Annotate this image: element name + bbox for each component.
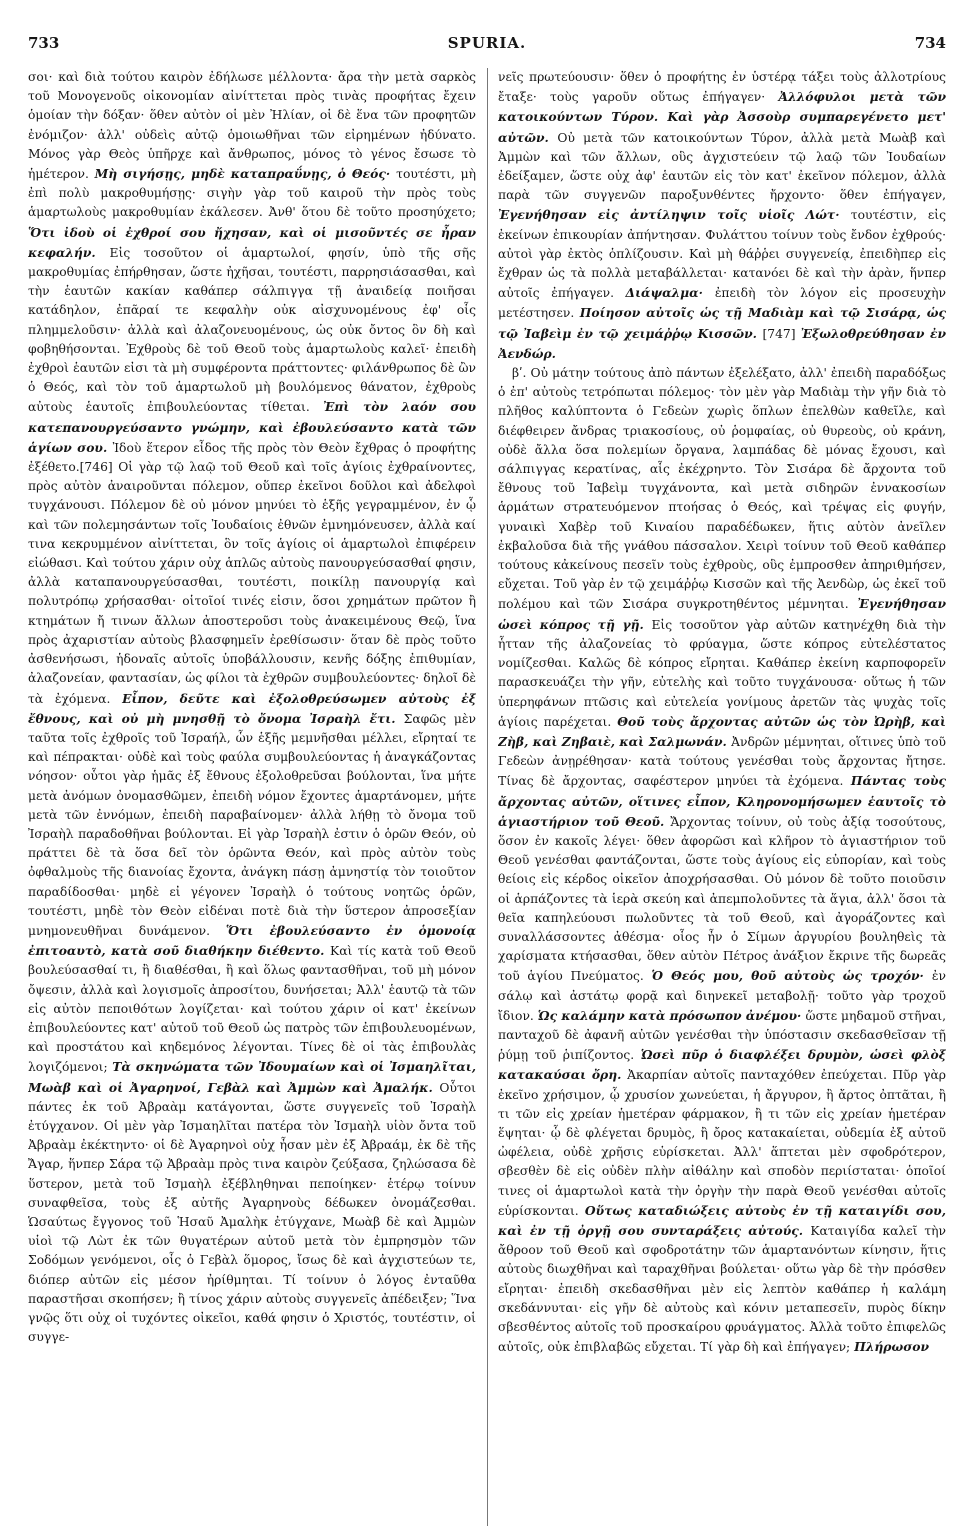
commentary-text: Καταιγίδα καλεῖ τὴν ἄθροον τοῦ Θεοῦ καὶ σφοδροτάτην τῶν ἁμαρτανόντων κίνησιν, ἥτις αὐτοὺς διωχθῆναι καὶ ταραχθῆναι βούλεται· οὕτω γὰρ δὲ τὴν πρόσθεν εἴρηται· ἐπειδὴ σκεδασθῆναι μὲν εἰς λεπτὸν καθάπερ ἡ καλάμη σκεδάννυται· εἰς γῆν δὲ αὐτοὺς καὶ κόνιν μεταπεσεῖν, πυρὸς δίκην σβεσθέντος αὐτοῖς τοῦ προσκαίρου φρυάγματος. Ἀλλὰ τοῦτο ἐπιφελῶς αὐτοῖς, οὐκ ἐπιβλαβῶς εὔχεται. Τί γὰρ δὴ καὶ ἐπήγαγεν; (498, 1223, 946, 1355)
commentary-text: τουτέστι, μὴ ἐπὶ πολὺ μακροθυμήσῃς· σιγὴν γὰρ τοῦ καιροῦ τὴν πρὸς τοὺς ἁμαρτωλοὺς μακροθυμίαν ἐκάλεσεν. Ἀνθ' ὅτου δὲ τοῦτο προσηύχετο; (28, 167, 476, 220)
commentary-text: ἐπειδὴ τὸν λόγον εἰς προσευχὴν μετέστησεν. (498, 286, 946, 321)
commentary-text: ὥστε μηδαμοῦ στῆναι, πανταχοῦ δὲ ἀφανῆ αὐτῶν γενέσθαι τὴν ὑπόστασιν σκεδασθεῖσαν τῇ ῥύμῃ τοῦ ῥιπίζοντος. (498, 1008, 946, 1063)
scripture-quote: Ὁ Θεός μου, θοῦ αὐτοὺς ὡς τροχόν· (651, 968, 932, 984)
commentary-text: Ἀκαρπίαν αὐτοῖς πανταχόθεν ἐπεύχεται. Πῦρ γὰρ ἐκεῖνο χρήσιμον, ᾧ χρυσίον χωνεύεται, ἡ ἄργυρον, ἢ ἄρτος ὀπτᾶται, ἢ τι τῶν εἰς χρείαν ἡμετέραν φάρμακον, ἢ τι τῶν εἰς χρείαν ἡμετέραν ἕψηται· ᾧ δὲ φλέγεται δρυμὸς, ἢ ὄρος κατακαίεται, οὐδεμία ἐξ αὐτοῦ ὠφέλεια, οὐδὲ χρῆσις εὑρίσκεται. Ἀλλ' ἅπτεται μὲν σφοδρότερον, σβεσθὲν δὲ εἰς οὐδὲν πλὴν αἰθάλην καὶ σποδὸν περιίσταται· ὁποῖοί τινες οἱ ἁμαρτωλοὶ κατὰ τὴν ὀργὴν τὴν παρὰ Θεοῦ γενέσθαι αὐτοῖς εὑρίσκονται. (498, 1068, 946, 1218)
commentary-text: Εἰς τοσοῦτον γὰρ αὐτῶν κατηνέχθη διὰ τὴν ἧτταν τῆς ἀλαζονείας τὸ φρύαγμα, ὥστε κόπρος εὐτελέστατος νομίζεσθαι. Καλῶς δὲ κόπρος εἴρηται. Καθάπερ ἐκείνη καρποφορεῖν παρασκευάζει τὴν γῆν, εὐτελὴς καὶ τοῦτο τυγχάνουσα· οὕτως ἡ τῶν ὑπερηφάνων πτῶσις καὶ εὐτελεία γονίμους ἀρετῶν τὰς ψυχὰς τοῖς ἁγίοις παρέχεται. (498, 617, 946, 729)
left-column-paragraph (28, 68, 476, 1347)
scripture-quote: Θοῦ τοὺς ἄρχοντας αὐτῶν ὡς τὸν Ὠρὴβ, καὶ Ζὴβ, καὶ Ζηβαιὲ, καὶ Σαλμωνάν. (498, 713, 946, 749)
right-column-paragraph (498, 68, 946, 1357)
commentary-text: ἐν σάλῳ καὶ ἀστάτῳ φορᾷ καὶ διηνεκεῖ μεταβολῇ· τοῦτο γὰρ τροχοῦ ἴδιον. (498, 969, 946, 1023)
commentary-text: νεῖς πρωτεύουσιν· ὅθεν ὁ προφήτης ἐν ὑστέρᾳ τάξει τοὺς ἀλλοτρίους ἔταξε· τοὺς γαροῦν οὕτως ἐπήγαγεν· (498, 70, 946, 105)
left-column-number: 733 (28, 34, 60, 52)
scripture-quote: Ὅτι ἰδοὺ οἱ ἐχθροί σου ἤχησαν, καὶ οἱ μισοῦντές σε ἦραν κεφαλήν. (28, 224, 476, 260)
running-header (28, 34, 946, 58)
scripture-quote: Ὡσεὶ πῦρ ὁ διαφλέξει δρυμὸν, ὡσεὶ φλὸξ κατακαύσαι ὄρη. (498, 1047, 946, 1083)
scripture-quote: Ὅτι ἐβουλεύσαντο ἐν ὁμονοίᾳ ἐπιτοαυτὸ, κατὰ σοῦ διαθήκην διέθεντο. (28, 922, 476, 959)
scripture-quote: Ἐγενήθησαν εἰς ἀντίληψιν τοῖς υἱοῖς Λώτ· (498, 207, 851, 223)
commentary-text: Εἰς τοσοῦτον οἱ ἁμαρτωλοί, φησίν, ὑπὸ τῆς σῆς μακροθυμίας ἐπήρθησαν, ὥστε ἠχῆσαι, τουτέστι, παρρησιάσασθαι, καὶ τὴν ἑαυτῶν κακίαν καθάπερ σάλπιγγα τῇ ἀναιδείᾳ ποιῆσαι κατάδηλον, ἐπᾶραί τε κεφαλὴν οὐκ αἰσχυνομένους ἐφ' οἷς πλημμελοῦσιν· ἀλλὰ καὶ ἀλαζονευομένους, ὡς οὐκ ὄντος ὃν δὴ καὶ φοβηθήσονται. Ἐχθροὺς δὲ τοῦ Θεοῦ τοὺς ἁμαρτωλοὺς καλεῖ· ἐπειδὴ ἐχθροὶ ἑαυτῶν εἰσι τὰ μὴ συμφέροντα πράττοντες· φιλάνθρωπος δὲ ὢν ὁ Θεός, καὶ τὸν τοῦ ἁμαρτωλοῦ μὴ βουλόμενος θάνατον, ἐχθροὺς αὐτοὺς ἑαυτοῖς ἐπιβουλεύοντας τίθεται. (28, 245, 476, 415)
commentary-text: Οὐ μετὰ τῶν κατοικούντων Τύρον, ἀλλὰ μετὰ Μωὰβ καὶ Ἀμμὼν καὶ τῶν ἄλλων, οὓς ἀγχιστεύειν τῷ λαῷ τῶν Ἰουδαίων ἐδείξαμεν, ὥστε οὐχ ἀφ' ἑαυτῶν εἰς τὸν κατ' ἐκεῖνον πόλεμον, ἀλλὰ παρὰ τῶν συγγενῶν παροξυνθέντες ἤρχοντο· ὅθεν ἐπήγαγεν, (498, 130, 946, 203)
column-divider (487, 68, 488, 1526)
scripture-quote: Εἶπον, δεῦτε καὶ ἐξολοθρεύσωμεν αὐτοὺς ἐξ ἔθνους, καὶ οὐ μὴ μνησθῇ τὸ ὄνομα Ἰσραὴλ ἔτι. (28, 690, 476, 726)
scripture-quote: Πάντας τοὺς ἄρχοντας αὐτῶν, οἵτινες εἶπον, Κληρονομήσωμεν ἑαυτοῖς τὸ ἁγιαστήριον τοῦ Θεοῦ. (498, 773, 946, 829)
scripture-quote: Πλήρωσον (854, 1339, 929, 1355)
commentary-text: Ἰδοὺ ἕτερον εἶδος τῆς πρὸς τὸν Θεὸν ἔχθρας ὁ προφήτης ἐξέθετο.[746] Οἱ γὰρ τῷ λαῷ τοῦ Θεοῦ καὶ τοῖς ἁγίοις ἐχθραίνοντες, πρὸς αὐτὸν ἀναιροῦνται πόλεμον, οὕπερ ἐκεῖνοι δοῦλοι καὶ ἀδελφοὶ τυγχάνουσι. Πόλεμον δὲ οὐ μόνον μηνύει τὸ ἑξῆς γεγραμμένον, ἐν ᾧ καὶ τῶν πολεμησάντων τοῖς Ἰουδαίοις ἐθνῶν ἐμνημόνευσεν, ἀλλὰ καί τινα κεκρυμμένον αἰνίττεται, ὃν τοῖς ἁγίοις οἱ ἁμαρτωλοὶ ἐπιφέρειν εἰώθασι. Καὶ τούτου χάριν οὐχ ἁπλῶς αὐτοὺς πανουργεύσασθαί φησιν, ἀλλὰ καταπανουργεύσασθαι, τουτέστι, ποικίλῃ πανουργίᾳ καὶ πολυτρόπῳ χρήσασθαι· οἱτοῖοί τινές εἰσιν, ὅσοι χρημάτων πρῶτον ἢ κτημάτων ἤ τινων ἄλλων ἀποστεροῦσι τοὺς ἀνακειμένους Θεῷ, ἵνα πρὸς ἀχαριστίαν αὐτοὺς βλασφημεῖν ἐρεθίσωσιν· ὅταν δὲ πρὸς τοῦτο ἀσθενήσωσι, ἡδοναῖς αὐτοῖς ὑποβάλλουσιν, κενῆς δόξης ἐπιθυμίαν, ἀλαζονείαν, φαντασίαν, ὡς φίλοι τὰ ἐχθρῶν συμβουλεύοντες· δηλοῖ δὲ τὰ ἐχόμενα. (28, 440, 476, 706)
commentary-text: Ἄρχοντας τοίνυν, οὐ τοὺς ἀξίᾳ τοσούτους, ὅσον ἐν κακοῖς λέγει· ὅθεν ἀφορῶσι καὶ κλῆρον τὸ ἁγιαστήριον τοῦ Θεοῦ γενέσθαι φαντάζονται, ὥστε τοὺς ἁγίους εἰς εὐπορίαν, καὶ τοὺς θείοις εἰς κέρδος οἰκεῖον ἀποχρήσασθαι. Οὐ μόνον δὲ τοῦτο ποιοῦσιν οἱ ἁρπάζοντες τὰ ἱερὰ σκεύη καὶ ἀπεμπολοῦντες τὰ ἅγια, ἀλλ' ὅσοι τὰ θεῖα καπηλεύουσι πωλοῦντες τὰ τοῦ Θεοῦ, καὶ ἀγοράζοντες καὶ συναλλάσσοντες ἀθέσμα· οἷος ἦν ὁ Σίμων ἀργυρίου βουληθεὶς τὰ χαρίσματα κτήσασθαι, ὅθεν αὐτὸν Πέτρος ἀνάξιον ἔκρινε τῆς δωρεᾶς τοῦ ἁγίου Πνεύματος. (498, 814, 946, 984)
scripture-quote: Ὡς καλάμην κατὰ πρόσωπον ἀνέμου· (537, 1007, 806, 1023)
right-text-column (498, 68, 946, 1528)
commentary-text: Οὗτοι πάντες ἐκ τοῦ Ἀβραὰμ κατάγονται, ὥστε συγγενεῖς τοῦ Ἰσραὴλ ἐτύγχανον. Οἱ μὲν γὰρ Ἰσμαηλῖται πατέρα τὸν Ἰσμαὴλ υἱὸν ὄντα τοῦ Ἀβραὰμ ἐκέκτηντο· οἱ δὲ Ἀγαρηνοὶ οὐχ ἦσαν μὲν ἐξ Ἀβραάμ, ἐκ δὲ τῆς Ἄγαρ, ἥνπερ Σάρα τῷ Ἀβραὰμ πρὸς τινα καιρὸν ζεύξασα, ζηλώσασα δὲ ὕστερον, μετὰ τοῦ Ἰσμαὴλ ἐξέβληθηναι πεποίηκεν· ἑτέρῳ τοίνυν συναφθεῖσα, τοὺς ἐξ αὐτῆς Ἀγαρηνοὺς δέδωκεν ὀνομάζεσθαι. Ὡσαύτως ἔγγονος τοῦ Ἡσαῦ Ἀμαλὴκ ἐτύγχανε, Μωὰβ δὲ καὶ Ἀμμὼν υἱοὶ τῷ Λὼτ ἐκ τῶν θυγατέρων αὐτοῦ μετὰ τὸν ἐμπρησμὸν τῶν Σοδόμων γενόμενοι, οἷς ὁ Γεβὰλ ὅμορος, ἴσως δὲ καὶ ἀγχιστεύων τε, διόπερ αὐτῶν εἰς μέσον ἠρίθμηται. Τί τοίνυν ὁ λόγος ἐνταῦθα παραστῆσαι σκοπήσεν; ἢ τίνος χάριν αὐτοὺς συγγενεῖς ἀπέδειξεν; Ἵνα γνῷς ὅτι οὐχ οἱ τυχόντες οἰκεῖοι, καθά φησιν ὁ Χριστός, τουτέστιν, οἱ συγγε- (28, 1080, 476, 1345)
commentary-text: [747] (762, 326, 801, 341)
scripture-quote: Διάψαλμα· (625, 285, 715, 301)
commentary-text: σοι· καὶ διὰ τούτου καιρὸν ἐδήλωσε μέλλοντα· ἄρα τὴν μετὰ σαρκὸς τοῦ Μονογενοῦς οἰκονομίαν αἰνίττεται πρὸς τινὰς προφήτας ἔχειν ὁμοίαν τὴν δόξαν· ὅθεν αὐτὸν οἱ μὲν Ἠλίαν, οἱ δὲ ἕνα τῶν προφητῶν ἐνόμιζον· ἀλλ' οὐδεὶς αὐτῷ ὁμοιωθῆναι τῶν εἰρημένων ἠδύνατο. Μόνος γὰρ Θεὸς ὑπῆρχε καὶ ἄνθρωπος, μόνος τὸ γένος ἔσωσε τὸ ἡμέτερον. (28, 70, 476, 182)
scripture-quote: Ἐπὶ τὸν λαόν σου κατεπανουργεύσαντο γνώμην, καὶ ἐβουλεύσαντο κατὰ τῶν ἁγίων σου. (28, 399, 476, 455)
scripture-quote: Ἐγενήθησαν ὡσεὶ κόπρος τῇ γῇ. (498, 596, 946, 632)
running-title: SPURIA. (447, 34, 527, 52)
scripture-quote: Ποίησον αὐτοῖς ὡς τῇ Μαδιὰμ καὶ τῷ Σισάρᾳ, ὡς τῷ Ἰαβεὶμ ἐν τῷ χειμάῤῥῳ Κισσῶν. (498, 305, 946, 341)
left-text-column (28, 68, 476, 1528)
scripture-quote: Μὴ σιγήσῃς, μηδὲ καταπραΰνῃς, ὁ Θεός· (94, 166, 397, 182)
commentary-text: Καὶ τίς κατὰ τοῦ Θεοῦ βουλεύσασθαί τι, ἢ διαθέσθαι, ἢ καὶ ὅλως φαντασθῆναι, τοῦ μὴ μόνον ὄψεσιν, ἀλλὰ καὶ λογισμοῖς ἀπροσίτου, δυνήσεται; Ἀλλ' ἑαυτῷ τὰ τῶν εἰς αὐτὸν πεποιθότων λογίζεται· καὶ τούτου χάριν οἱ κατ' ἐκείνων ἐπιβουλεύοντες κατ' αὐτοῦ τοῦ Θεοῦ ὡς πατρὸς τῶν ἐπιβουλευομένων, καὶ προστάτου καὶ κηδεμόνος λέγονται. Τίνες δὲ οἱ τὰς ἐπιβουλὰς λογιζόμενοι; (28, 944, 476, 1075)
commentary-text: τουτέστιν, εἰς ἐκείνων ἐπικουρίαν ἀπήντησαν. Φυλάττου τοίνυν τοὺς ἔνδον ἐχθρούς· αὐτοὶ γὰρ ἐκτὸς ὁπλίζουσιν. Καὶ μὴ θάῤῥει συγγενείᾳ, ἐπειδὴπερ εἰς ἔχθραν ὡς τὰ πολλὰ μεταβάλλεται· κατανόει δὲ καὶ τὴν ἀρὰν, ἥνπερ αὐτοῖς ἐπήγαγεν. (498, 208, 946, 301)
commentary-text: Σαφῶς μὲν ταῦτα τοῖς ἐχθροῖς τοῦ Ἰσραήλ, ὧν ἑξῆς μεμνῆσθαι μέλλει, εἴρηταί τε καὶ πέπρακται· οὐδὲ καὶ τοὺς φαύλα συμβουλεύοντας ἡ ἀναγκάζοντας νόησον· οὗτοι γὰρ ἡμᾶς ἐξ ἔθνους ἐξολοθρεῦσαι βούλονται, ἵνα μήτε μετὰ ἀνόμων ὀνομασθῶμεν, ἐπειδὴ νόμον ἔχοντες ἁμαρτάνομεν, μήτε μετὰ τῶν ἐννόμων, ἐπειδὴ παραβαίνομεν· ἀλλὰ λήθῃ τὸ ὄνομα τοῦ Ἰσραὴλ παραδοθῆναι βούλονται. Εἰ γὰρ Ἰσραὴλ ἐστιν ὁ ὁρῶν Θεόν, οὐ πράττει δὲ τὰ ὅσα δεῖ τὸν ὁρῶντα Θεόν, καὶ πρὸς αὐτὸν τοὺς ὀφθαλμοὺς τῆς διανοίας ἔχοντα, ἀνάγκη πάσῃ ἀμνηστίᾳ τὸν τοιοῦτον παραδίδοσθαι· μηδὲ εἰ γέγονεν Ἰσραὴλ ὁ τούτους νοητῶς ὁρῶν, τουτέστι, μηδὲ τὸν Θεὸν εἰδέναι ποτὲ διὰ τὴν ὕστερον ἀπροσεξίαν μνημονευθῆναι δυνάμενον. (28, 711, 476, 938)
scripture-quote: Ἐξωλοθρεύθησαν ἐν Ἀενδώρ. (498, 325, 946, 361)
scripture-quote: Τὰ σκηνώματα τῶν Ἰδουμαίων καὶ οἱ Ἰσμαηλῖται, Μωὰβ καὶ οἱ Ἀγαρηνοί, Γεβὰλ καὶ Ἀμμὼν καὶ Ἀμαλήκ. (28, 1059, 476, 1095)
scripture-quote: Ἀλλόφυλοι μετὰ τῶν κατοικούντων Τύρον. Καὶ γὰρ Ἀσσοὺρ συμπαρεγένετο μετ' αὐτῶν. (498, 89, 946, 145)
scripture-quote: Οὕτως καταδιώξεις αὐτοὺς ἐν τῇ καταιγίδι σου, καὶ ἐν τῇ ὀργῇ σου συνταράξεις αὐτούς. (498, 1202, 946, 1238)
commentary-text: βʹ. Οὐ μάτην τούτους ἀπὸ πάντων ἐξελέξατο, ἀλλ' ἐπειδὴ παραδόξως ὁ ἐπ' αὐτοὺς τετρόπωται πόλεμος· τὸν μὲν γὰρ Μαδιὰμ τὴν γῆν διὰ τὸ πλῆθος καλύπτοντα ὁ Γεδεὼν χωρὶς ὅπλων ἐπελθὼν καθεῖλε, καὶ διέφθειρεν ἄνδρας τριακοσίους, οὐ ῥομφαίας, οὐ θυρεοὺς, οὐ κράνη, οὐδὲ ἄλλα ὅσα πολεμίων ὄργανα, λαμπάδας δὲ μόνας ἔχουσι, καὶ σάλπιγγας κερατίνας, αἷς ἐκέχρηντο. Τὸν Σισάρα δὲ ἄρχοντα τοῦ ἔθνους τοῦ Ἰαβεὶμ τυγχάνοντα, καὶ μετὰ σιδηρῶν ἐννακοσίων ἁρμάτων στρατευόμενον πτοήσας ὁ Θεός, καὶ τρέψας εἰς φυγήν, γυναικὶ Χαβὲρ τοῦ Κιναίου παραδέδωκεν, ἥτις αὐτὸν ἀνεῖλεν ἐκβαλοῦσα διὰ τῆς γνάθου πάσσαλον. Χειρὶ τοίνυν τοῦ Θεοῦ καθάπερ τούτους κἀκείνους πεσεῖν τοὺς ἐχθροὺς, οὓς ἐμπροσθεν ἀπηριθμήσεν, εὔχεται. Τοῦ γὰρ ἐν τῷ χειμάῤῥῳ Κισσῶν καὶ τῆς Ἀενδὼρ, ὡς ἐκεῖ τοῦ πολέμου καὶ τῶν Σισάρα συγκροτηθέντος μέμνηται. (498, 366, 946, 612)
right-column-number: 734 (914, 34, 946, 52)
commentary-text: Ἀνδρῶν μέμνηται, οἵτινες ὑπὸ τοῦ Γεδεὼν ἀνῃρέθησαν· κατὰ τούτους γενέσθαι τοὺς ἄρχοντας ἤτησε. Τίνας δὲ ἄρχοντας, σαφέστερον μηνύει τὰ ἐχόμενα. (498, 734, 946, 789)
